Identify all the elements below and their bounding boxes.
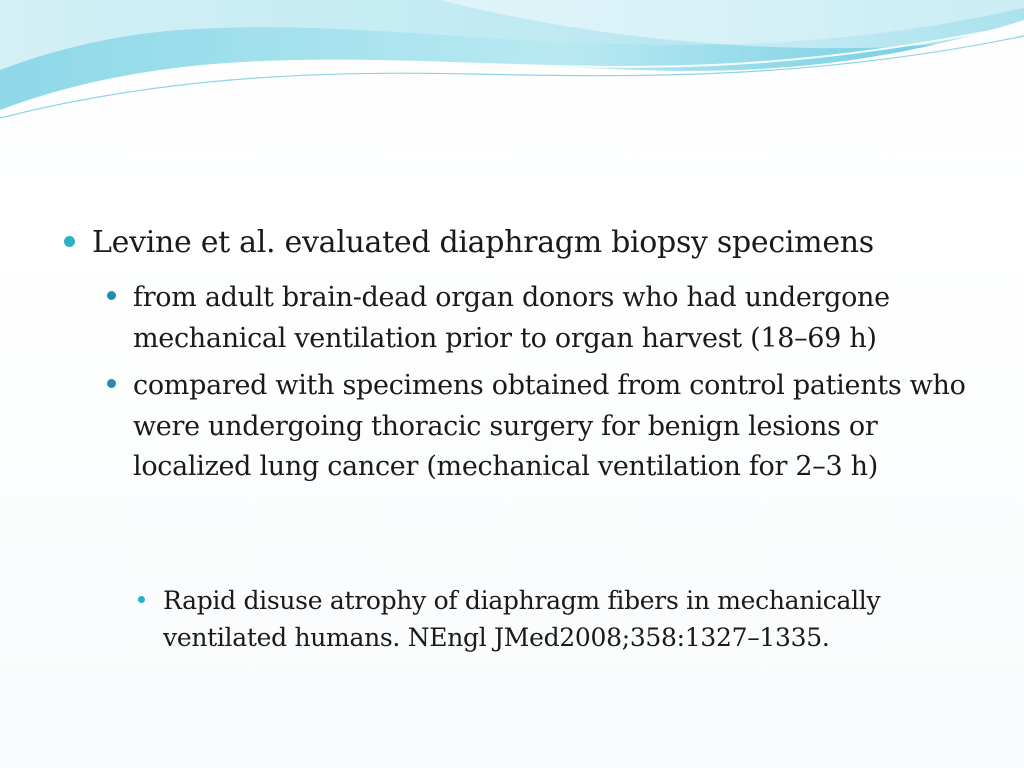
bullet-level2 — [107, 366, 967, 488]
reference-citation — [138, 582, 958, 656]
bullet-text: Levine et al. evaluated diaphragm biopsy specimens — [92, 225, 874, 260]
bullet-text: from adult brain-dead organ donors who had undergone mechanical ventilation prior to organ harvest (18–69 h) — [133, 282, 890, 354]
bullet-dot-icon — [107, 291, 116, 300]
bullet-dot-icon — [64, 236, 75, 247]
bullet-dot-icon — [138, 596, 145, 603]
bullet-text: compared with specimens obtained from control patients who were undergoing thoracic surgery for benign lesions or localized lung cancer (mechanical ventilation for 2–3 h) — [133, 370, 966, 482]
bullet-dot-icon — [107, 379, 116, 388]
citation-text: Rapid disuse atrophy of diaphragm fibers in mechanically ventilated humans. NEngl JMed2008;358:1327–1335. — [163, 586, 881, 652]
bullet-level1 — [64, 222, 964, 264]
bullet-level2 — [107, 278, 967, 359]
